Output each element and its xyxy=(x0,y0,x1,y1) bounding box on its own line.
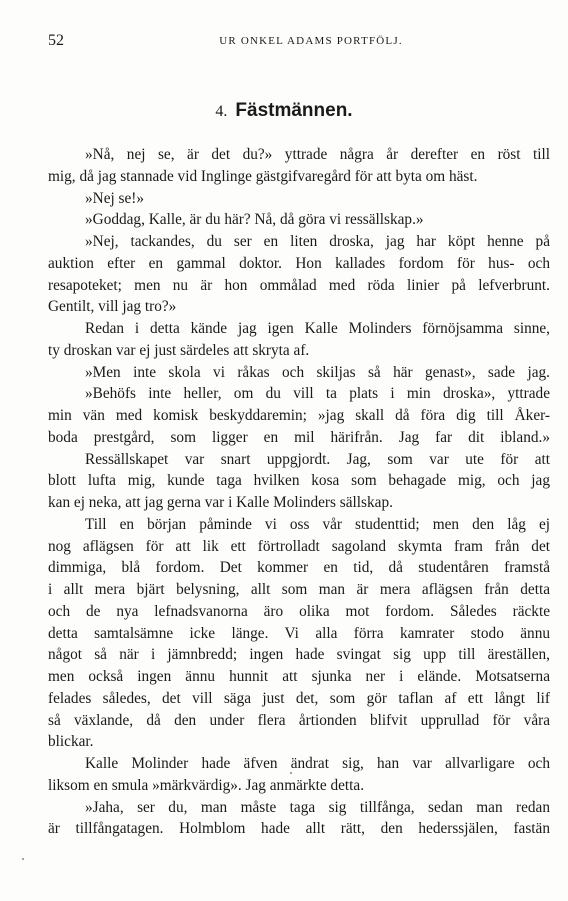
chapter-title: Fästmännen. xyxy=(235,100,353,121)
body-text xyxy=(48,144,550,840)
text-line: auktion efter en gammal doktor. Hon kallades fordom för hus- och xyxy=(48,254,550,272)
text-line: felades således, det vill säga just det, som gör taflan af ett långt lif xyxy=(48,689,550,707)
text-line: men också ingen ännu hunnit att sjunka ner i elände. Motsatserna xyxy=(48,668,550,685)
text-line: liksom en smula »märkvärdig». Jag anmärkte detta. xyxy=(48,776,365,794)
text-line: så växlande, då den under flera årtionden blifvit upprullad för våra xyxy=(48,711,550,729)
text-line: i allt mera bjärt belysning, allt som man är mera aflägsen från detta xyxy=(48,581,550,598)
chapter-number: 4. xyxy=(215,103,228,120)
text-line: »Nej se!» xyxy=(85,189,145,207)
text-line: »Men inte skola vi råkas och skiljas så här genast», sade jag. xyxy=(85,363,550,381)
text-line: nog aflägsen för att lik ett förtrolladt sagoland skymta fram från det xyxy=(48,537,550,555)
running-head: UR ONKEL ADAMS PORTFÖLJ. xyxy=(219,35,403,47)
text-line: blickar. xyxy=(48,733,94,751)
text-line: ty droskan var ej just särdeles att skryta af. xyxy=(48,341,310,359)
text-line: »Nå, nej se, är det du?» yttrade några år derefter en röst till xyxy=(85,146,550,163)
text-line: boda prestgård, som ligger en mil härifrån. Jag far dit ibland.» xyxy=(48,428,550,446)
text-line: och de nya lefnadsvanorna äro olika mot fordom. Således räckte xyxy=(48,602,550,620)
text-line: kan ej neka, att jag gerna var i Kalle Molinders sällskap. xyxy=(48,494,393,511)
text-line: min vän med komisk beskyddaremin; »jag skall då föra dig till Åker- xyxy=(48,407,550,424)
text-line: Redan i detta kände jag igen Kalle Molinders förnöjsamma sinne, xyxy=(85,320,550,337)
text-line: Gentilt, vill jag tro?» xyxy=(48,298,177,316)
text-line: något så när i jämnbredd; ingen hade svingat sig upp till äreställen, xyxy=(48,646,550,664)
text-line: dimmiga, blå fordom. Det kommer en tid, då studentåren framstå xyxy=(48,559,550,577)
page-header xyxy=(48,32,544,52)
text-line: är tillfångatagen. Holmblom hade allt rätt, den hederssjälen, fastän xyxy=(48,820,550,838)
paper-speck xyxy=(290,772,292,774)
text-line: Ressällskapet var snart uppgjordt. Jag, som var ute för att xyxy=(85,450,550,468)
text-line: »Goddag, Kalle, är du här? Nå, då göra vi ressällskap.» xyxy=(85,211,424,229)
text-line: »Behöfs inte heller, om du vill ta plats i min droska», yttrade xyxy=(85,385,550,403)
text-line: resapoteket; men nu är hon ommålad med röda linier på lefverbrunt. xyxy=(48,276,550,294)
text-line: »Nej, tackandes, du ser en liten droska, jag har köpt henne på xyxy=(85,233,550,250)
text-line: »Jaha, ser du, man måste taga sig tillfånga, sedan man redan xyxy=(85,798,550,816)
text-line: Kalle Molinder hade äfven ändrat sig, han var allvarligare och xyxy=(85,755,550,772)
text-line: detta samtalsämne icke länge. Vi alla förra kamrater stodo ännu xyxy=(48,624,550,642)
text-line: Till en början påminde vi oss vår studenttid; men den låg ej xyxy=(85,515,550,533)
text-line: mig, då jag stannade vid Inglinge gästgifvaregård för att byta om häst. xyxy=(48,167,478,185)
chapter-heading xyxy=(0,100,568,122)
page-number: 52 xyxy=(48,32,64,49)
paper-speck xyxy=(22,858,24,860)
text-line: blott lufta mig, kunde taga hvilken kosa som behagade mig, och jag xyxy=(48,472,550,490)
